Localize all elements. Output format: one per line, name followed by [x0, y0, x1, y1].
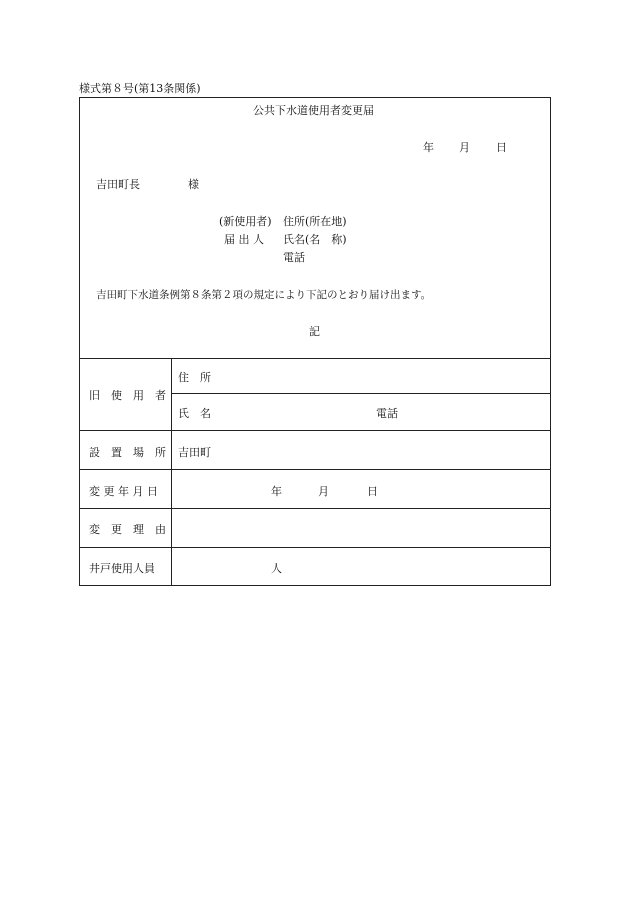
applicant-address-label: 住所(所在地) — [283, 215, 347, 228]
well-users-label: 井戸使用人員 — [89, 562, 155, 575]
addressee-suffix: 様 — [188, 178, 199, 191]
row-divider — [79, 508, 551, 509]
statement: 吉田町下水道条例第８条第２項の規定により下記のとおり届け出ます。 — [96, 289, 432, 301]
change-year-label: 年 — [271, 485, 282, 498]
row-divider — [79, 547, 551, 548]
notifier-role: 届 出 人 — [224, 233, 264, 246]
applicant-phone-label: 電話 — [283, 251, 305, 264]
date-day-label: 日 — [496, 141, 507, 154]
change-reason-label: 変 更 理 由 — [89, 523, 166, 536]
addressee: 吉田町長 — [96, 178, 140, 191]
change-day-label: 日 — [367, 485, 378, 498]
form-title: 公共下水道使用者変更届 — [253, 104, 374, 117]
old-user-address-label: 住 所 — [178, 371, 211, 384]
old-user-phone-label: 電話 — [376, 407, 398, 420]
row-divider — [79, 469, 551, 470]
change-date-label: 変 更 年 月 日 — [89, 485, 158, 498]
old-user-divider — [171, 393, 551, 394]
old-user-label: 旧 使 用 者 — [89, 389, 166, 402]
column-divider — [171, 358, 172, 586]
date-month-label: 月 — [459, 141, 470, 154]
new-user-role: (新使用者) — [219, 215, 272, 228]
ki-label: 記 — [309, 325, 320, 338]
table-top-line — [79, 358, 551, 359]
date-year-label: 年 — [423, 141, 434, 154]
old-user-name-label: 氏 名 — [178, 407, 211, 420]
well-users-unit: 人 — [271, 562, 282, 575]
form-number: 様式第８号(第13条関係) — [79, 82, 201, 95]
install-location-value: 吉田町 — [178, 446, 211, 459]
change-month-label: 月 — [318, 485, 329, 498]
form-frame — [79, 97, 551, 586]
row-divider — [79, 430, 551, 431]
install-location-label: 設 置 場 所 — [89, 446, 166, 459]
applicant-name-label: 氏名(名 称) — [283, 233, 347, 246]
